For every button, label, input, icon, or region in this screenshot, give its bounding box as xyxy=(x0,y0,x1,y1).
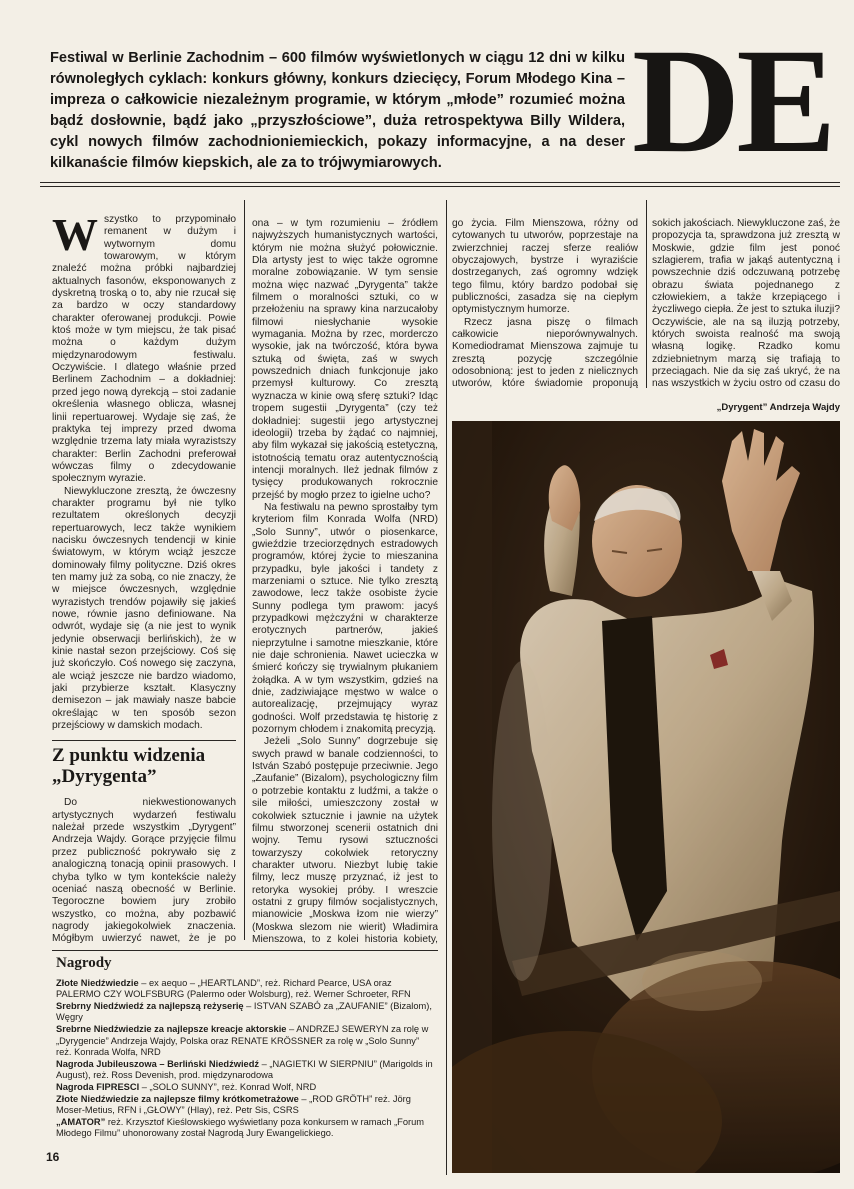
prize-item: Nagroda FIPRESCI – „SOLO SUNNY”, reż. Konrad Wolf, NRD xyxy=(56,1081,317,1092)
column-divider-2 xyxy=(446,200,447,1175)
drop-cap: W xyxy=(52,214,98,260)
col1-paragraph-2: Niewykluczone zresztą, że ówczesny charakter programu był nie tylko rezultatem określonych decyzji repertuarowych, lecz także wynikiem nacisku ówczesnych tendencji w kinie światowym, w którym wciąż jeszcze dominowały filmy polityczne. Dziś okres ten mamy już za sobą, co nie znaczy, że w miejsce ówczesnych, względnie wyrazistych trendów pojawiły się jakieś nowe, równie jasno definiowane. Na odwrót, wydaje się (a nie jest to wynik jedynie obserwacji berlińskich), że w kinie nastał sezon przejściowy. Coś się już skończyło. Coś nowego się zaczyna, ale wciąż jeszcze nie bardzo wiadomo, jaki przybierze kształt. Klasyczny demisezon – jak mawiały nasze babcie określając w ten sposób sezon przejściowy w damskich modach. xyxy=(52,485,236,732)
article-column-2 xyxy=(252,218,438,944)
prize-item: Srebrny Niedźwiedź za najlepszą reżyserię – ISTVAN SZABÓ za „ZAUFANIE” (Bizalom), Węgry xyxy=(56,1000,432,1023)
prize-item: Złote Niedźwiedzie za najlepsze filmy krótkometrażowe – „ROD GRÖTH” reż. Jörg Moser-Metius, RFN i „GŁOWY” (Hlay), reż. Petr Sis, CSRS xyxy=(56,1093,411,1116)
col2-paragraph-3: Jeżeli „Solo Sunny” dogrzebuje się swych prawd w banale codzienności, to István Szabó postępuje przeciwnie. Jego „Zaufanie” (Bizalom), psychologiczny film o potrzebie kontaktu z ludźmi, a także o sile miłości, umieszczony został w cokolwiek sztucznie i jawnie na użytek filmu stworzonej scenerii ostatnich dni wojny. Temu rysowi sztuczności towarzyszy cokolwiek retoryczny charakter utworu. Niezbyt lubię takie filmy, lecz muszę przyznać, iż jest to retoryka wysokiej próby. I wreszcie ostatni z grupy filmów socjalistycznych, mianowicie „Moskwa łzom nie wierzy” (Moskwa slezom nie wierit) Władimira Mienszowa, to z kolei historia kobiety, xyxy=(252,736,438,944)
conductor-photo xyxy=(452,421,840,1173)
col4-paragraph-1: sokich jakościach. Niewykluczone zaś, że propozycja ta, sprawdzona już zresztą w Moskwie, gdzie film jest ponoć szlagierem, trafia w jakąś autentyczną i powszechnie dziś odczuwaną potrzebę obrazu świata pojednanego z człowiekiem, a także krzepiącego i życzliwego ciepła. Że jest to sztuka iluzji? Oczywiście, ale na są iluzją potrzeby, których swoista realność ma swoją własną logikę. Rzadko komu zdziebnietnym marzą się trafiają to przeciągach. Nie da się zaś ukryć, że na nas wszystkich w życiu ostro od czasu do xyxy=(652,218,840,390)
col2-paragraph-1: ona – w tym rozumieniu – źródłem najwyższych humanistycznych wartości, którym nie można służyć połowicznie. Dla artysty jest to więc także ogromne moralne zobowiązanie. W tym sensie można więc nazwać „Dyrygenta” także filmem o moralności sztuki, co w przełożeniu na sprawy kina narzucałoby filmowi niesłychanie wysokie wymagania. Można by rzec, morderczo wysokie, jak na twórczość, która bywa sztuką od święta, zaś w swych powszednich dniach funkcjonuje jako przemysł kulturowy. Co zresztą wyznacza w kinie ową sferę sztuki? Idąc tropem sugestii „Dyrygenta” (czy też dokładniej: sugestii jego artystycznej ideologii) trzeba by żądać co najmniej, aby film wykazał się jakością estetyczną, istotnością tematu oraz autentycznością intencji moralnych. Ileż jednak filmów z tysięcy produkowanych rokrocznie przejść by mogło przez to igielne ucho? xyxy=(252,218,438,501)
article-column-1 xyxy=(52,214,236,944)
prize-item: Złote Niedźwiedzie – ex aequo – „HEARTLAND”, reż. Richard Pearce, USA oraz PALERMO CZY WOLFSBURG (Palermo oder Wolsburg), reż. Werner Schroeter, RFN xyxy=(56,977,411,1000)
column-divider-1 xyxy=(244,200,245,940)
col1-paragraph-1: Wszystko to przypominało remanent w dużym i wytwornym domu towarowym, w którym znaleźć można próbki najbardziej aktualnych fasonów, eksponowanych z dyskretną troską o to, aby nie rzucał się za bardzo w oczy standardowy charakter oferowanej produkcji. Powie ktoś może w tym miejscu, że tak pisać można o każdym dużym międzynarodowym festiwalu. Oczywiście. I dlatego właśnie przed Berlinem Zachodnim – a dokładniej: przed jego nową dyrekcją – stoi zadanie określenia własnego oblicza, własnej linii repertuarowej. Wydaje się zaś, że praktyka tej imprezy przed dwoma względnie trzema laty miała wyrazistszy charakter: Berlin Zachodni preferował wówczas filmy o zdecydowanie społecznym wyrazie. xyxy=(52,214,236,485)
prize-item: „AMATOR” reż. Krzysztof Kieślowskiego wyświetlany poza konkursem w ramach „Forum Młodego Filmu” uhonorowany został Nagrodą Jury Ewangelickiego. xyxy=(56,1116,425,1139)
article-column-4 xyxy=(652,218,840,390)
prize-item: Srebrne Niedźwiedzie za najlepsze kreacje aktorskie – ANDRZEJ SEWERYN za rolę w „Dyrygencie” Andrzeja Wajdy, Polska oraz RENATE KRÖSSNER za rolę w „Solo Sunny” reż. Konrada Wolfa, NRD xyxy=(56,1023,429,1058)
article-column-3 xyxy=(452,218,638,390)
prize-item: Nagroda Jubileuszowa – Berliński Niedźwiedź – „NAGIETKI W SIERPNIU” (Marigolds in August), reż. Ross Devenish, prod. międzynarodowa xyxy=(56,1058,433,1081)
section-subhead: Z punktu widzenia „Dyrygenta” xyxy=(52,740,236,787)
page-number: 16 xyxy=(46,1150,60,1164)
headline-letters: DE xyxy=(632,26,833,176)
lead-paragraph: Festiwal w Berlinie Zachodnim – 600 filmów wyświetlonych w ciągu 12 dni w kilku równoległych cyklach: konkurs główny, konkurs dziecięcy, Forum Młodego Kina – impreza o całkowicie niezależnym programie, w którym „młode” rozumieć można bądź dosłownie, bądź jako „przyszłościowe”, duża retrospektywa Billy Wildera, cykl nowych filmów zachodnioniemieckich, pokazy informacyjne, a na deser kilkanaście filmów kiepskich, ale za to trójwymiarowych. xyxy=(50,50,625,171)
rule-top-2 xyxy=(40,186,840,187)
col3-paragraph-2: Rzecz jasna piszę o filmach całkowicie nieporównywalnych. Komediodramat Mienszowa zajmuje tu zresztą pozycję szczególnie odosobnioną: jest to jeden z nielicznych utworów, które świadomie proponują xyxy=(452,316,638,390)
column-divider-3 xyxy=(646,200,647,388)
col1-paragraph-3: Do niekwestionowanych artystycznych wydarzeń festiwalu należał przede wszystkim „Dyrygent” Andrzeja Wajdy. Gorące przyjęcie filmu przez publiczność pokrywało się z analogiczną tonacją opinii prasowych. I chyba tylko w tym kontekście należy oceniać naszą obecność w Berlinie. Tegoroczne bowiem jury zrobiło wszystko, co można, aby pozbawić nagrody jakiegokolwiek znaczenia. Mógłbym uwierzyć nawet, że je po xyxy=(52,797,236,944)
magazine-page: Festiwal w Berlinie Zachodnim – 600 filmów wyświetlonych w ciągu 12 dni w kilku równoległych cyklach: konkurs główny, konkurs dziecięcy, Forum Młodego Kina – impreza o całkowicie niezależnym programie, w którym „młode” rozumieć można bądź dosłownie, bądź jako „przyszłościowe”, duża retrospektywa Billy Wildera, cykl nowych filmów zachodnioniemieckich, pokazy informacyjne, a na deser kilkanaście filmów kiepskich, ale za to trójwymiarowych. DE Wszystko to przypominało remanent w dużym i wytwornym domu towarowym, w którym znaleźć można próbki najbardziej aktualnych fasonów, eksponowanych z dyskretną troską o to, aby nie rzucał się za bardzo w oczy standardowy charakter oferowanej produkcji. Powie ktoś może w tym miejscu, że tak pisać można o każdym dużym międzynarodowym festiwalu. Oczywiście. I dlatego właśnie przed Berlinem Zachodnim – a dokładniej: przed jego nową dyrekcją – stoi zadanie określenia własnego oblicza, własnej linii repertuarowej. Wydaje się zaś, że praktyka tej imprezy przed dwoma względnie trzema laty miała wyrazistszy charakter: Berlin Zachodni preferował wówczas filmy o zdecydowanie społecznym wyrazie. Niewykluczone zresztą, że ówczesny charakter programu był nie tylko rezultatem określonych decyzji repertuarowych, lecz także wynikiem nacisku ówczesnych tendencji w kinie światowym, w którym wciąż jeszcze dominowały filmy polityczne. Dziś okres ten mamy już za sobą, co nie znaczy, że w miejsce ówczesnych, względnie wyrazistych trendów pojawiły się jakieś nowe, równie jasno definiowane. Na odwrót, wydaje się (a nie jest to wynik jedynie obserwacji berlińskich), że w kinie nastał sezon przejściowy. Coś się już skończyło. Coś nowego się zaczyna, ale wciąż jeszcze nie bardzo wiadomo, jaki przybierze kształt. Klasyczny demisezon – jak mawiały nasze babcie określając w ten sposób sezon przejściowy w damskich modach. Z punktu widzenia „Dyrygenta” Do niekwestionowanych artystycznych wydarzeń festiwalu należał przede wszystkim „Dyrygent” Andrzeja Wajdy. Gorące przyjęcie filmu przez publiczność pokrywało się z analogiczną tonacją opinii prasowych. I chyba tylko w tym kontekście należy oceniać naszą obecność w Berlinie. Tegoroczne bowiem jury zrobiło wszystko, co można, aby pozbawić nagrody jakiegokolwiek znaczenia. Mógłbym uwierzyć nawet, że je po ona – w tym rozumieniu – źródłem najwyższych humanistycznych wartości, którym nie można służyć połowicznie. Dla artysty jest to więc także ogromne moralne zobowiązanie. W tym sensie można więc nazwać „Dyrygenta” także filmem o moralności sztuki, co w przełożeniu na sprawy kina narzucałoby filmowi niesłychanie wysokie wymagania. Można by rzec, morderczo wysokie, jak na twórczość, która bywa sztuką od święta, zaś w swych powszednich dniach funkcjonuje jako przemysł kulturowy. Co zresztą wyznacza w kinie ową sferę sztuki? Idąc tropem sugestii „Dyrygenta” (czy też dokładniej: sugestii jego artystycznej ideologii) trzeba by żądać co najmniej, aby film wykazał się jakością estetyczną, istotnością tematu oraz autentycznością intencji moralnych. Ileż jednak filmów z tysięcy produkowanych rokrocznie przejść by mogło przez to igielne ucho? Na festiwalu na pewno sprostałby tym kryteriom film Konrada Wolfa (NRD) „Solo Sunny”, utwór o piosenkarce, gwieździe trzeciorzędnych estradowych programów, której życie to mieszanina przypadku, byle jakości i tandety z marzeniami o sztuce. Nie tylko zresztą zawodowe, lecz także osobiste życie Sunny podlega tym prawom: jacyś przypadkowi mężczyźni w charakterze erotycznych partnerów, jakieś nieprzytulne i samotne mieszkanie, które nie daje schronienia. Nawet ucieczka w śmierć kończy się trywialnym płukaniem żołądka. A w tym wszystkim, gdzieś na dnie, zadziwiające męstwo w walce o autorealizację, przejmujący wyraz godności. Wolf przedstawia tę historię z pozornym chłodem i znakomitą precyzją. Jeżeli „Solo Sunny” dogrzebuje się swych prawd w banale codzienności, to István Szabó postępuje przeciwnie. Jego „Zaufanie” (Bizalom), psychologiczny film o potrzebie kontaktu z ludźmi, a także o sile miłości, umieszczony został w cokolwiek sztucznie i jawnie na użytek filmu stworzonej scenerii ostatnich dni wojny. Temu rysowi sztuczności towarzyszy cokolwiek retoryczny charakter utworu. Niezbyt lubię takie filmy, lecz muszę przyznać, iż jest to retoryka wysokiej próby. I wreszcie ostatni z grupy filmów socjalistycznych, mianowicie „Moskwa łzom nie wierzy” (Moskwa slezom nie wierit) Władimira Mienszowa, to z kolei historia kobiety, go życia. Film Mienszowa, różny od cytowanych tu utworów, poprzestaje na zwierzchniej raczej sferze realiów obyczajowych, bystrze i wyraziście dostrzeganych, zaś ogromny wdzięk tego filmu, który bardzo podobał się publiczności, zasadza się na ciepłym optymistycznym humorze. Rzecz jasna piszę o filmach całkowicie nieporównywalnych. Komediodramat Mienszowa zajmuje tu zresztą pozycję szczególnie odosobnioną: jest to jeden z nielicznych utworów, które świadomie proponują sokich jakościach. Niewykluczone zaś, że propozycja ta, sprawdzona już zresztą w Moskwie, gdzie film jest ponoć szlagierem, trafia w jakąś autentyczną i powszechnie dziś odczuwaną potrzebę obrazu świata pojednanego z człowiekiem, a także krzepiącego i życzliwego ciepła. Że jest to sztuka iluzji? Oczywiście, ale na są iluzją potrzeby, których swoista realność ma swoją własną logikę. Rzadko komu zdziebnietnym marzą się trafiają to przeciągach. Nie da się zaś ukryć, że na nas wszystkich w życiu ostro od czasu do „Dyrygent” Andrzeja Wajdy Nagrody Złote Niedźwiedzie – ex aequo – „HEARTLAND”, reż. Richard Pearce, USA oraz PALERMO CZY WOLFSBURG (Palermo oder Wolsburg), reż. Werner Schroeter, RFN Srebrny Niedźwiedź za najlepszą reżyserię – ISTVAN SZABÓ za „ZAUFANIE” (Bizalom), Węgry Srebrne Niedźwiedzie za najlepsze kreacje aktorskie – ANDRZEJ SEWERYN za rolę w „Dyrygencie” Andrzeja Wajdy, Polska oraz RENATE KRÖSSNER za rolę w „Solo Sunny” reż. Konrada Wolfa, NRD Nagroda Jubileuszowa – Berliński Niedźwiedź – „NAGIETKI W SIERPNIU” (Marigolds in August), reż. Ross Devenish, prod. międzynarodowa Nagroda FIPRESCI – „SOLO SUNNY”, reż. Konrad Wolf, NRD Złote Niedźwiedzie za najlepsze filmy krótkometrażowe – „ROD GRÖTH” reż. Jörg Moser-Metius, RFN i „GŁOWY” (Hlay), reż. Petr Sis, CSRS „AMATOR” reż. Krzysztof Kieślowskiego wyświetlany poza konkursem w ramach „Forum Młodego Filmu” uhonorowany został Nagrodą Jury Ewangelickiego. 16 xyxy=(0,0,854,1189)
rule-top xyxy=(40,182,840,183)
col2-paragraph-2: Na festiwalu na pewno sprostałby tym kryteriom film Konrada Wolfa (NRD) „Solo Sunny”, utwór o piosenkarce, gwieździe trzeciorzędnych estradowych programów, której życie to mieszanina przypadku, byle jakości i tandety z marzeniami o sztuce. Nie tylko zresztą zawodowe, lecz także osobiste życie Sunny podlega tym prawom: jacyś przypadkowi mężczyźni w charakterze erotycznych partnerów, jakieś nieprzytulne i samotne mieszkanie, które nie daje schronienia. Nawet ucieczka w śmierć kończy się trywialnym płukaniem żołądka. A w tym wszystkim, gdzieś na dnie, zadziwiające męstwo w walce o autorealizację, przejmujący wyraz godności. Wolf przedstawia tę historię z pozornym chłodem i znakomitą precyzją. xyxy=(252,501,438,736)
prizes-title: Nagrody xyxy=(56,955,112,971)
prizes-box xyxy=(56,955,436,1140)
col3-paragraph-1: go życia. Film Mienszowa, różny od cytowanych tu utworów, poprzestaje na zwierzchniej raczej sferze realiów obyczajowych, bystrze i wyraziście dostrzeganych, zaś ogromny wdzięk tego filmu, który bardzo podobał się publiczności, zasadza się na ciepłym optymistycznym humorze. xyxy=(452,218,638,316)
prizes-rule xyxy=(52,950,438,951)
